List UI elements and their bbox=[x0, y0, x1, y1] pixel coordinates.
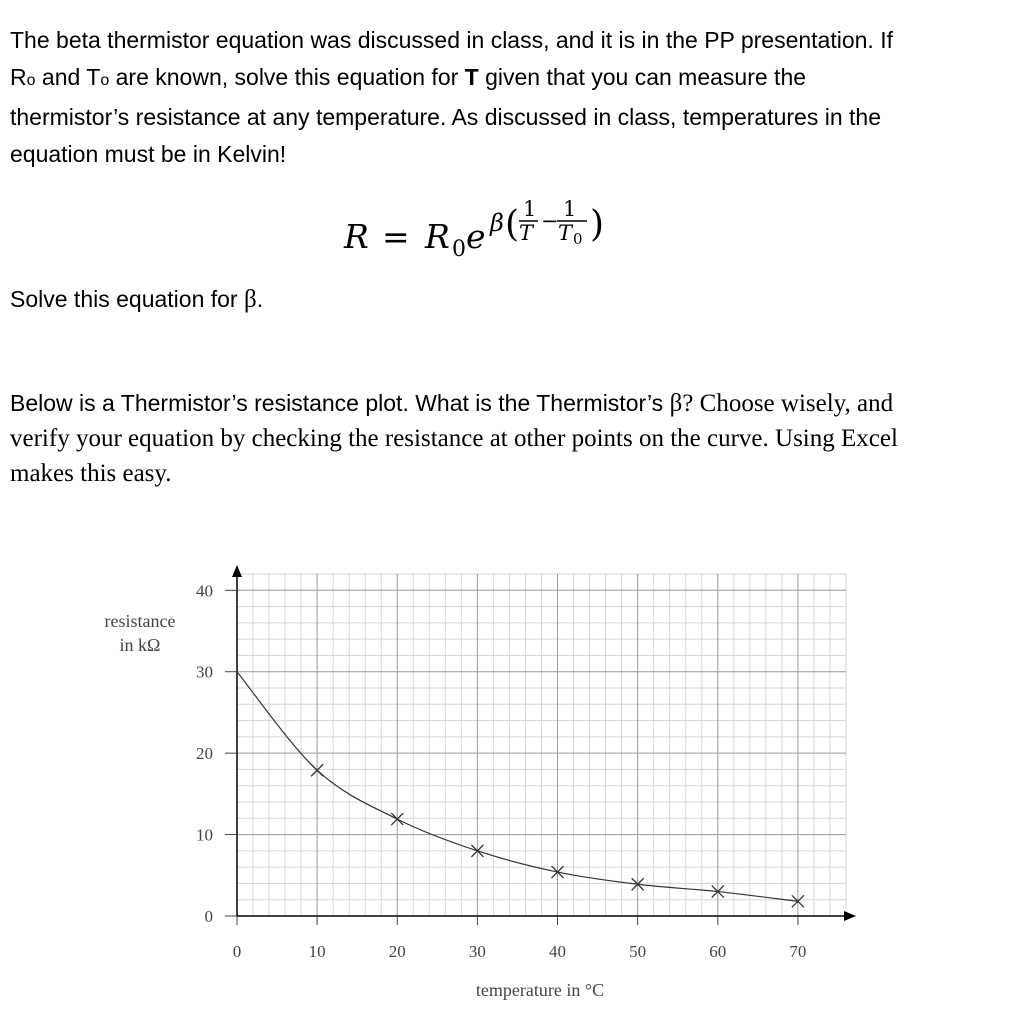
eq-r0: R bbox=[425, 217, 450, 256]
y-axis-label-line-1: resistance bbox=[104, 611, 176, 631]
y-axis-arrow bbox=[232, 565, 242, 577]
resistance-temperature-chart bbox=[0, 555, 1016, 1015]
eq-e: e bbox=[466, 217, 486, 256]
question-line-2: verify your equation by checking the resistance at other points on the curve. Using Excel bbox=[10, 425, 898, 452]
tick-labels bbox=[196, 581, 806, 961]
x-tick-label: 70 bbox=[789, 942, 807, 961]
y-tick-label: 10 bbox=[196, 825, 213, 845]
y-axis-label-line-2: in kΩ bbox=[119, 635, 161, 655]
solve-for-beta: Solve this equation for β. bbox=[10, 286, 264, 313]
x-tick-label: 20 bbox=[388, 942, 406, 961]
y-tick-label: 0 bbox=[204, 907, 213, 926]
x-tick-label: 50 bbox=[629, 942, 647, 961]
eq-r0-sub: 0 bbox=[452, 237, 466, 258]
eq-t0-sub: 0 bbox=[573, 230, 583, 248]
eq-r: R bbox=[344, 217, 369, 256]
eq-one-b: 1 bbox=[563, 197, 577, 221]
eq-t: T bbox=[519, 221, 534, 245]
minor-grid bbox=[237, 574, 846, 916]
intro-line-2: Ro and To are known, solve this equation for T given that you can measure the bbox=[10, 64, 807, 90]
eq-one-a: 1 bbox=[523, 197, 537, 221]
eq-equals: = bbox=[382, 217, 410, 256]
x-tick-label: 0 bbox=[232, 942, 242, 961]
intro-line-4: equation must be in Kelvin! bbox=[10, 141, 287, 167]
bold-t: T bbox=[464, 64, 479, 90]
x-tick-label: 30 bbox=[468, 942, 486, 961]
x-axis-arrow bbox=[844, 911, 856, 921]
svg-text:(: ( bbox=[505, 204, 520, 245]
eq-beta: β bbox=[490, 209, 504, 237]
x-axis-label: temperature in °C bbox=[475, 980, 605, 1000]
y-tick-label: 30 bbox=[196, 662, 213, 682]
eq-minus: − bbox=[541, 209, 559, 233]
intro-line-1: The beta thermistor equation was discussed in class, and it is in the PP presentation. If bbox=[10, 27, 893, 53]
question-line-1: Below is a Thermistor’s resistance plot. What is the Thermistor’s β? Choose wisely, and bbox=[10, 390, 894, 417]
y-tick-label: 40 bbox=[196, 581, 213, 601]
y-tick-label: 20 bbox=[196, 744, 213, 764]
intro-paragraph bbox=[10, 22, 1010, 173]
eq-t0: T bbox=[558, 221, 573, 245]
beta-thermistor-equation bbox=[342, 188, 642, 258]
question-paragraph bbox=[10, 386, 1010, 491]
x-tick-label: 10 bbox=[308, 942, 326, 961]
intro-line-3: thermistor’s resistance at any temperature. As discussed in class, temperatures in the bbox=[10, 104, 881, 130]
x-tick-label: 60 bbox=[709, 942, 727, 961]
svg-text:): ) bbox=[590, 204, 605, 245]
x-tick-label: 40 bbox=[549, 942, 567, 961]
tick-marks bbox=[225, 590, 798, 925]
question-line-3: makes this easy. bbox=[10, 460, 172, 487]
